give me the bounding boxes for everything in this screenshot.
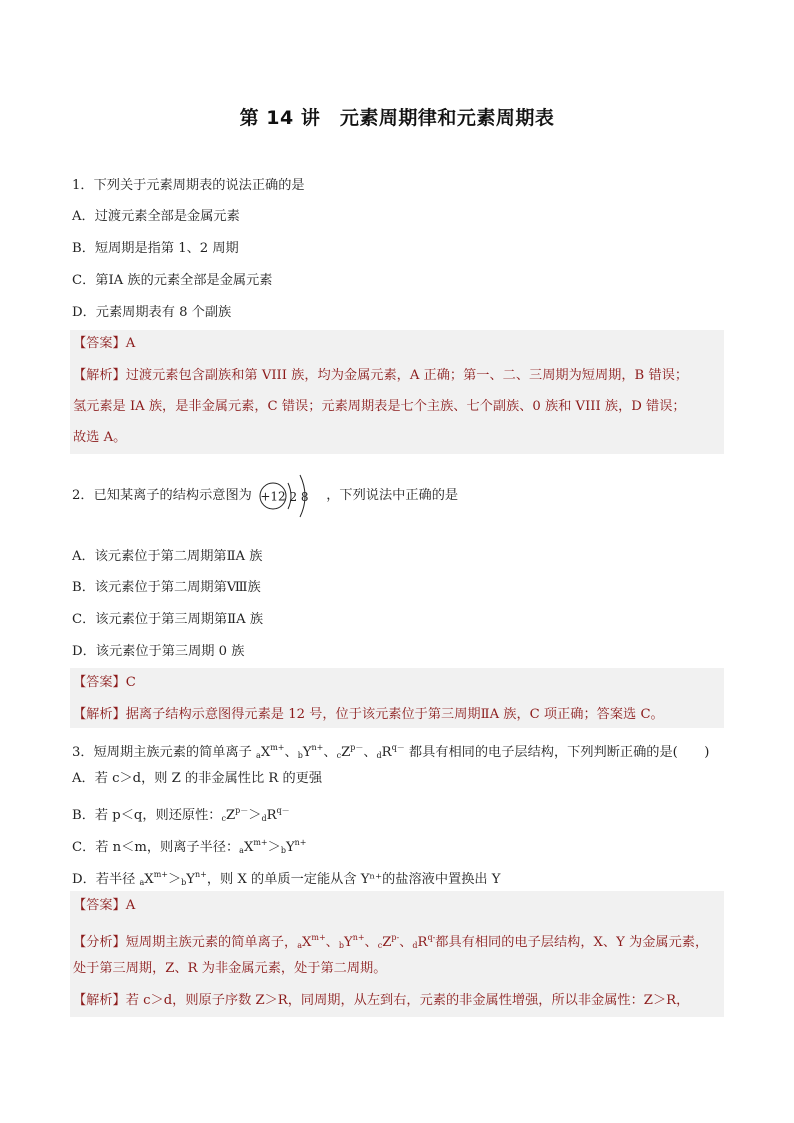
q3-stem-start: 3．短周期主族元素的简单离子 [72, 745, 257, 760]
q1-option-a: A．过渡元素全部是金属元素 [72, 209, 240, 224]
electron-shells: 2 8 [289, 489, 309, 504]
nucleus-charge: +12 [260, 489, 286, 503]
q1-analysis-line-1: 【解析】过渡元素包含副族和第 VIII 族，均为金属元素，A 正确；第一、二、三周期为短周期，B 错误； [73, 368, 689, 383]
q3-option-c-text: C．若 n＜m，则离子半径： [72, 840, 240, 855]
q1-option-b: B．短周期是指第 1、2 周期 [72, 241, 239, 256]
q2-analysis: 【解析】据离子结构示意图得元素是 12 号，位于该元素位于第三周期ⅡA 族，C 项正确；答案选 C。 [73, 707, 664, 722]
q2-answer-box [70, 668, 724, 728]
q3-analysis: 【解析】若 c＞d，则原子序数 Z＞R，同周期，从左到右，元素的非金属性增强，所以非金属性：Z＞R， [73, 993, 690, 1008]
q2-stem-before: 2．已知某离子的结构示意图为 [72, 488, 252, 503]
q1-analysis-line-2: 氢元素是 IA 族，是非金属元素，C 错误；元素周期表是七个主族、七个副族、0 族和 VIII 族，D 错误； [73, 399, 686, 414]
q3-option-d-rest: ，则 X 的单质一定能从含 Yⁿ⁺的盐溶液中置换出 Y [206, 872, 501, 887]
q3-fenxi-end: 都具有相同的电子层结构，X、Y 为金属元素， [435, 935, 709, 950]
q3-stem [72, 738, 709, 766]
q2-option-a: A．该元素位于第二周期第ⅡA 族 [72, 549, 263, 564]
q3-fenxi-line-2: 处于第三周期，Z、R 为非金属元素，处于第二周期。 [73, 961, 387, 976]
q3-stem-end: 都具有相同的电子层结构，下列判断正确的是( ) [404, 745, 710, 760]
q2-answer: 【答案】C [73, 675, 136, 690]
q3-option-b-text: B．若 p＜q，则还原性： [72, 808, 222, 823]
q3-option-a: A．若 c＞d，则 Z 的非金属性比 R 的更强 [72, 771, 323, 786]
q3-option-b: B．若 p＜q，则还原性：$_cZ^{p-}>_dR^{q-}$ [72, 806, 290, 823]
q2-option-d: D．该元素位于第三周期 0 族 [72, 644, 245, 659]
q3-fenxi-line-1: 【分析】短周期主族元素的简单离子，$_aX^{m+}$、$_bY^{n+}$、$_cZ^{p-}$、$_dR^{q-}$都具有相同的电子层结构，X、Y 为金属元素， [73, 933, 709, 950]
q3-fenxi-start: 【分析】短周期主族元素的简单离子， [73, 935, 298, 950]
q2-stem [72, 486, 458, 506]
q3-option-d: D．若半径 $_aX^{m+}>_bY^{n+}$，则 X 的单质一定能从含 Yⁿ⁺的盐溶液中置换出 Y [72, 870, 501, 887]
q1-answer-box [70, 330, 724, 454]
q3-answer-box [70, 891, 724, 1017]
q1-option-c: C．第ⅠA 族的元素全部是金属元素 [72, 273, 273, 288]
ion-list: $_aX^{m+}$、$_bY^{n+}$、$_cZ^{p-}$、$_dR^{q-}$ [256, 743, 405, 760]
q2-stem-after: ，下列说法中正确的是 [326, 488, 459, 503]
q1-stem: 1．下列关于元素周期表的说法正确的是 [72, 178, 305, 193]
q3-answer: 【答案】A [73, 898, 136, 913]
q2-option-b: B．该元素位于第二周期第Ⅷ族 [72, 580, 261, 595]
page-title: 第 14 讲 元素周期律和元素周期表 [239, 107, 555, 129]
q3-option-c: C．若 n＜m，则离子半径：$_aX^{m+}>_bY^{n+}$ [72, 838, 307, 855]
q2-option-c: C．该元素位于第三周期第ⅡA 族 [72, 612, 264, 627]
q1-answer: 【答案】A [73, 336, 136, 351]
q1-option-d: D．元素周期表有 8 个副族 [72, 305, 232, 320]
ion-structure-diagram [258, 465, 320, 527]
q1-analysis-line-3: 故选 A。 [73, 430, 127, 445]
q3-option-d-text: D．若半径 [72, 872, 140, 887]
